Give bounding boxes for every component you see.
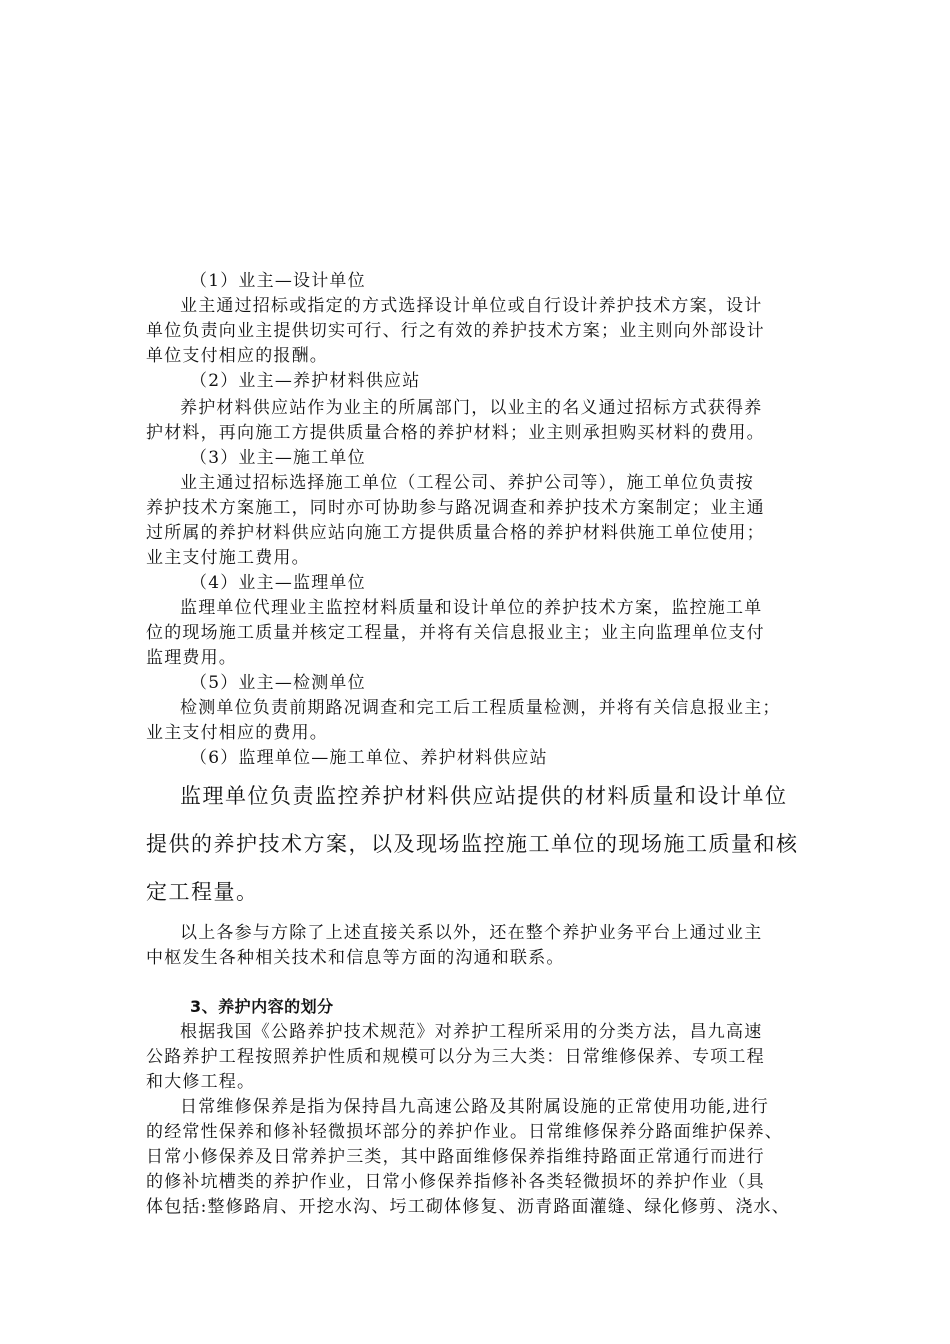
paragraph-line-large: 提供的养护技术方案，以及现场监控施工单位的现场施工质量和核 [146, 832, 799, 856]
paragraph-line: 监理单位代理业主监控材料质量和设计单位的养护技术方案，监控施工单 [180, 598, 763, 618]
paragraph-line-large: 定工程量。 [146, 880, 259, 904]
paragraph-line: 过所属的养护材料供应站向施工方提供质量合格的养护材料供施工单位使用； [146, 523, 765, 543]
paragraph-line: 中枢发生各种相关技术和信息等方面的沟通和联系。 [146, 948, 565, 968]
paragraph-line: 监理费用。 [146, 648, 237, 668]
paragraph-line: 公路养护工程按照养护性质和规模可以分为三大类：日常维修保养、专项工程 [146, 1047, 765, 1067]
paragraph-line: 以上各参与方除了上述直接关系以外，还在整个养护业务平台上通过业主 [180, 923, 763, 943]
paragraph-line: 业主通过招标选择施工单位（工程公司、养护公司等），施工单位负责按 [180, 473, 754, 493]
section-heading-owner-supplier: （2）业主—养护材料供应站 [190, 371, 421, 391]
paragraph-line: 养护材料供应站作为业主的所属部门，以业主的名义通过招标方式获得养 [180, 398, 763, 418]
paragraph-line: 日常小修保养及日常养护三类，其中路面维修保养指维持路面正常通行而进行 [146, 1147, 765, 1167]
paragraph-line: 业主通过招标或指定的方式选择设计单位或自行设计养护技术方案，设计 [180, 296, 763, 316]
paragraph-line: 业主支付施工费用。 [146, 548, 310, 568]
paragraph-line: 护材料，再向施工方提供质量合格的养护材料；业主则承担购买材料的费用。 [146, 423, 765, 443]
section-heading-owner-contractor: （3）业主—施工单位 [190, 448, 366, 468]
paragraph-line: 养护技术方案施工，同时亦可协助参与路况调查和养护技术方案制定；业主通 [146, 498, 765, 518]
section-heading-owner-designer: （1）业主—设计单位 [190, 271, 366, 291]
section-heading-maintenance-division: 3、养护内容的划分 [190, 997, 334, 1016]
paragraph-line: 和大修工程。 [146, 1072, 256, 1092]
section-heading-owner-inspector: （5）业主—检测单位 [190, 673, 366, 693]
paragraph-line: 的修补坑槽类的养护作业，日常小修保养指修补各类轻微损坏的养护作业（具 [146, 1172, 765, 1192]
paragraph-line-large: 监理单位负责监控养护材料供应站提供的材料质量和设计单位 [180, 784, 788, 808]
paragraph-line: 业主支付相应的费用。 [146, 723, 328, 743]
paragraph-line: 体包括:整修路肩、开挖水沟、圬工砌体修复、沥青路面灌缝、绿化修剪、浇水、 [146, 1197, 790, 1217]
paragraph-line: 的经常性保养和修补轻微损坏部分的养护作业。日常维修保养分路面维护保养、 [146, 1122, 783, 1142]
paragraph-line: 位的现场施工质量并核定工程量，并将有关信息报业主；业主向监理单位支付 [146, 623, 765, 643]
paragraph-line: 检测单位负责前期路况调查和完工后工程质量检测，并将有关信息报业主； [180, 698, 781, 718]
section-heading-supervisor-contractor: （6）监理单位—施工单位、养护材料供应站 [190, 748, 548, 768]
paragraph-line: 单位支付相应的报酬。 [146, 346, 328, 366]
paragraph-line: 日常维修保养是指为保持昌九高速公路及其附属设施的正常使用功能,进行 [180, 1097, 770, 1117]
paragraph-line: 单位负责向业主提供切实可行、行之有效的养护技术方案；业主则向外部设计 [146, 321, 765, 341]
section-heading-owner-supervisor: （4）业主—监理单位 [190, 573, 366, 593]
paragraph-line: 根据我国《公路养护技术规范》对养护工程所采用的分类方法，昌九高速 [180, 1022, 763, 1042]
